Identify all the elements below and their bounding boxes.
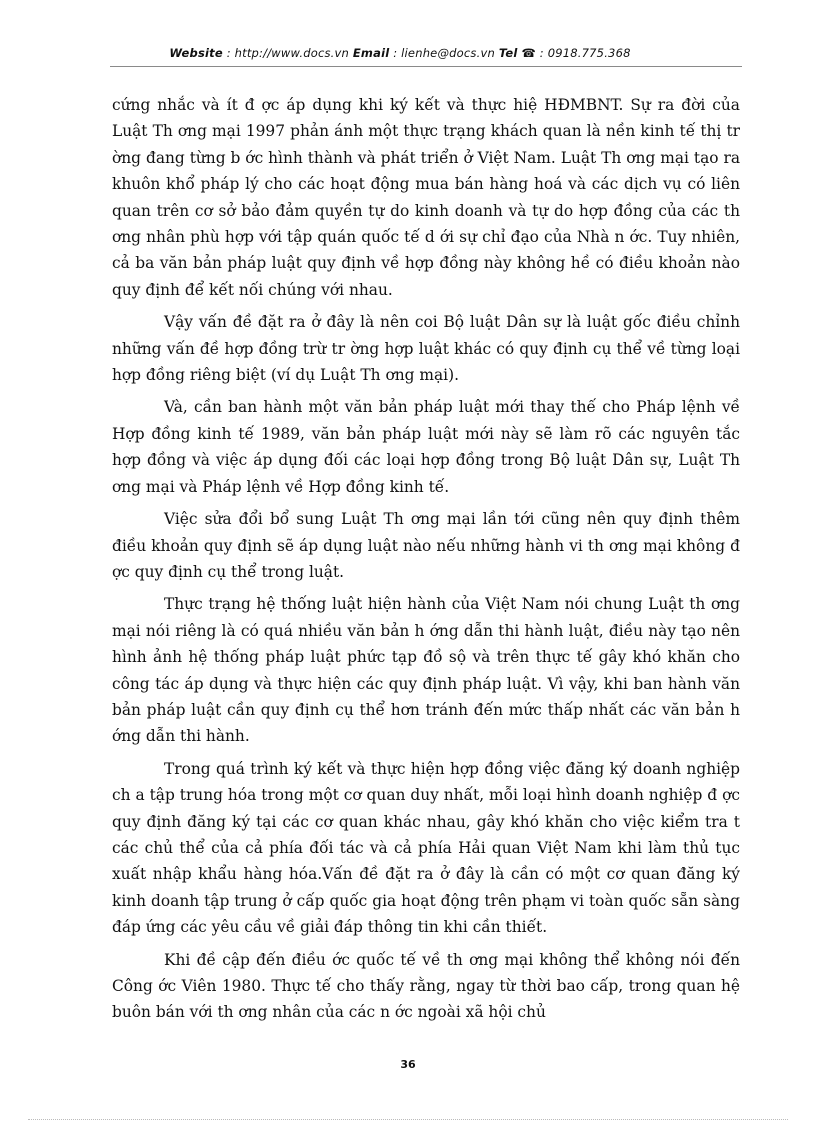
tel-label: Tel bbox=[498, 46, 518, 60]
paragraph: Việc sửa đổi bổ sung Luật Th ơng mại lần tới cũng nên quy định thêm điều khoản quy định sẽ áp dụng luật nào nếu những hành vi th ơng mại không đ ợc quy định cụ thể trong luật. bbox=[112, 510, 740, 581]
paragraph: Trong quá trình ký kết và thực hiện hợp đồng việc đăng ký doanh nghiệp ch a tập trung hóa trong một cơ quan duy nhất, mỗi loại hình doanh nghiệp đ ợc quy định đăng ký tại các cơ quan khác nhau, gây khó khăn cho việc kiểm tra t các chủ thể của cả phía đối tác và cả phía Hải quan Việt Nam khi làm thủ tục xuất nhập khẩu hàng hóa.Vấn đề đặt ra ở đây là cần có một cơ quan đăng ký kinh doanh tập trung ở cấp quốc gia hoạt động trên phạm vi toàn quốc sẵn sàng đáp ứng các yêu cầu về giải đáp thông tin khi cần thiết. bbox=[112, 759, 740, 937]
page-bottom-divider bbox=[28, 1119, 788, 1120]
paragraph: Khi đề cập đến điều ớc quốc tế về th ơng mại không thể không nói đến Công ớc Viên 1980. Thực tế cho thấy rằng, ngay từ thời bao cấp, trong quan hệ buôn bán với th ơng nhân của các n ớc ngoài xã hội chủ bbox=[112, 950, 740, 1022]
phone-icon: ☎ bbox=[521, 46, 536, 60]
paragraph: Thực trạng hệ thống luật hiện hành của Việt Nam nói chung Luật th ơng mại nói riêng là có quá nhiều văn bản h ớng dẫn thi hành luật, điều này tạo nên hình ảnh hệ thống pháp luật phức tạp đồ sộ và trên thực tế gây khó khăn cho công tác áp dụng và thực hiện các quy định pháp luật. Vì vậy, khi ban hành văn bản pháp luật cần quy định cụ thể hơn tránh đến mức thấp nhất các văn bản h ớng dẫn thi hành. bbox=[112, 595, 740, 746]
header-divider bbox=[110, 66, 742, 67]
website-label: Website bbox=[169, 46, 223, 60]
paragraph: Vậy vấn đề đặt ra ở đây là nên coi Bộ luật Dân sự là luật gốc điều chỉnh những vấn đề hợp đồng trừ tr ờng hợp luật khác có quy định cụ thể về từng loại hợp đồng riêng biệt (ví dụ Luật Th ơng mại). bbox=[112, 313, 740, 385]
paragraph: cứng nhắc và ít đ ợc áp dụng khi ký kết và thực hiệ HĐMBNT. Sự ra đời của Luật Th ơng mại 1997 phản ánh một thực trạng khách quan là nền kinh tế thị tr ờng đang từng b ớc hình thành và phát triển ở Việt Nam. Luật Th ơng mại tạo ra khuôn khổ pháp lý cho các hoạt động mua bán hàng hoá và các dịch vụ có liên quan trên cơ sở bảo đảm quyền tự do kinh doanh và tự do hợp đồng của các th ơng nhân phù hợp với tập quán quốc tế d ới sự chỉ đạo của Nhà n ớc. Tuy nhiên, cả ba văn bản pháp luật quy định về hợp đồng này không hề có điều khoản nào quy định để kết nối chúng với nhau. bbox=[112, 96, 740, 299]
email-label: Email bbox=[352, 46, 390, 60]
page-number: 36 bbox=[400, 1058, 416, 1071]
document-body bbox=[112, 92, 740, 1032]
email-value: : lienhe@docs.vn bbox=[389, 46, 499, 60]
paragraph: Và, cần ban hành một văn bản pháp luật mới thay thế cho Pháp lệnh về Hợp đồng kinh tế 1989, văn bản pháp luật mới này sẽ làm rõ các nguyên tắc hợp đồng và việc áp dụng đối các loại hợp đồng trong Bộ luật Dân sự, Luật Th ơng mại và Pháp lệnh về Hợp đồng kinh tế. bbox=[112, 398, 740, 496]
website-value: : http://www.docs.vn bbox=[222, 46, 353, 60]
page-header bbox=[60, 46, 740, 60]
tel-value: : 0918.775.368 bbox=[535, 46, 631, 60]
